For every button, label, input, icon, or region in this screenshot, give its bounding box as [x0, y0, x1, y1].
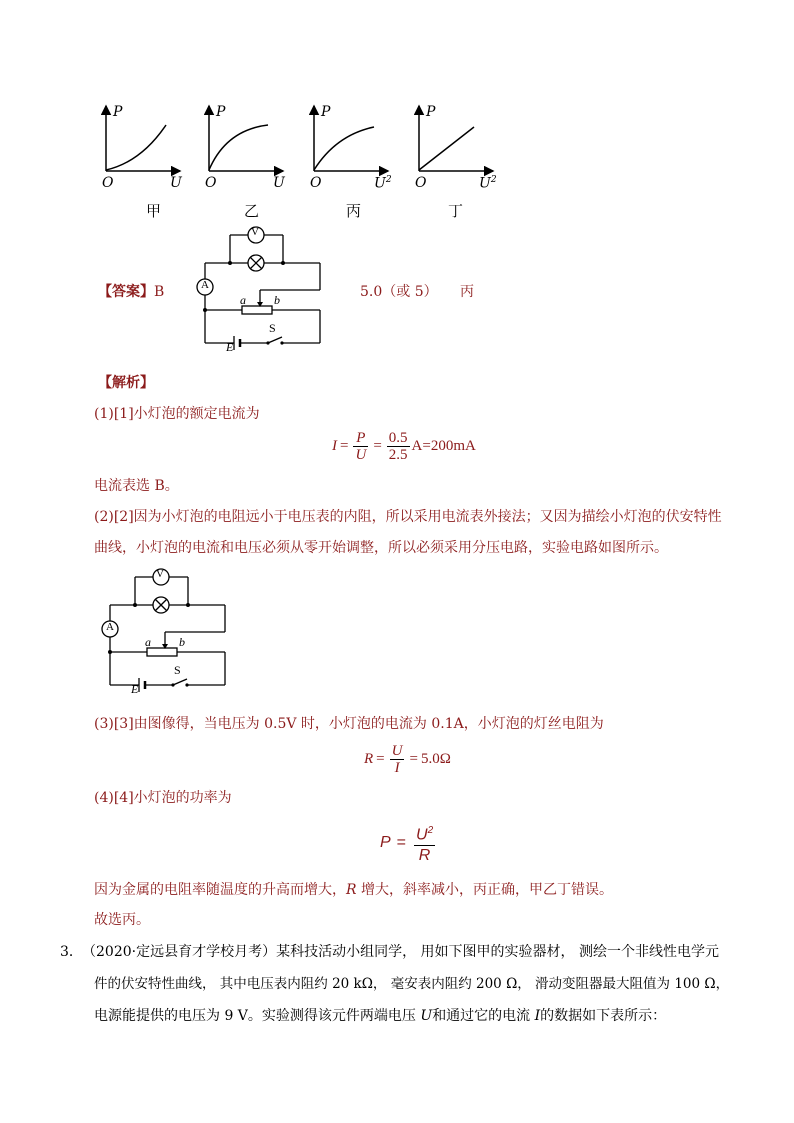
- origin-label: O: [415, 175, 427, 191]
- source-label: E: [131, 682, 139, 696]
- circuit-svg: [95, 564, 230, 694]
- ammeter-label: A: [106, 621, 114, 633]
- circuit-svg: [190, 222, 325, 352]
- graphs-row: [96, 100, 516, 220]
- curve-bing: [314, 127, 374, 170]
- answer-choice: B: [154, 284, 165, 300]
- analysis-p1b: 电流表选 B。: [94, 478, 179, 494]
- circuit-diagram-answer: [190, 222, 325, 352]
- graphs-svg: [96, 100, 516, 195]
- slider-b-label: b: [274, 293, 280, 307]
- source-label: E: [226, 340, 234, 354]
- graph-caption: 丁: [448, 202, 464, 220]
- x-axis-label: U: [273, 175, 285, 191]
- origin-label: O: [205, 175, 217, 191]
- analysis-label: 【解析】: [98, 375, 154, 391]
- analysis-p4: (4)[4]小灯泡的功率为: [94, 790, 232, 806]
- question3-line3: 电源能提供的电压为 9 V。实验测得该元件两端电压 U和通过它的电流 I的数据如下表所示：: [94, 1008, 667, 1024]
- voltmeter-label: V: [156, 568, 164, 580]
- y-axis-label: P: [321, 104, 331, 120]
- circuit-diagram-analysis: [95, 564, 230, 694]
- question3-number: 3．: [60, 944, 83, 960]
- answer-graph: 丙: [460, 284, 474, 300]
- x-axis-label: $U^2$: [374, 175, 392, 192]
- origin-label: O: [310, 175, 322, 191]
- curve-yi: [209, 125, 268, 170]
- slider-a-label: a: [240, 293, 246, 307]
- y-axis-label: P: [426, 104, 436, 120]
- curve-jia: [106, 125, 166, 170]
- analysis-p1: (1)[1]小灯泡的额定电流为: [94, 406, 260, 422]
- ammeter-label: A: [201, 279, 209, 291]
- switch-label: S: [174, 663, 181, 677]
- x-axis-label: $U^2$: [479, 175, 497, 192]
- question3-line1: （2020·定远县育才学校月考）某科技活动小组同学， 用如下图甲的实验器材， 测绘一个非线性电学元: [82, 944, 719, 960]
- equation-current: I = $\frac{P}{U}$ = $\frac{0.5}{2.5}$ A=200mA: [332, 429, 476, 463]
- equation-power: P = $\frac{U^2}{R}$: [380, 822, 437, 864]
- analysis-p3: (3)[3]由图像得，当电压为 0.5V 时，小灯泡的电流为 0.1A，小灯泡的灯丝电阻为: [94, 716, 604, 732]
- graph-caption: 乙: [244, 202, 260, 220]
- equation-resistance: R = $\frac{U}{I}$ = 5.0Ω: [364, 742, 451, 776]
- graph-caption: 丙: [346, 202, 362, 220]
- curve-ding: [419, 127, 474, 170]
- y-axis-label: P: [216, 104, 226, 120]
- slider-b-label: b: [179, 635, 185, 649]
- graph-caption: 甲: [146, 202, 162, 220]
- analysis-p2b: 曲线，小灯泡的电流和电压必须从零开始调整，所以必须采用分压电路，实验电路如图所示。: [94, 540, 668, 556]
- answer-line: [98, 282, 164, 302]
- question3-line2: 件的伏安特性曲线， 其中电压表内阻约 20 kΩ， 毫安表内阻约 200 Ω， 滑动变阻器最大阻值为 100 Ω，: [94, 976, 730, 992]
- analysis-p5: 因为金属的电阻率随温度的升高而增大，R 增大，斜率减小，丙正确，甲乙丁错误。: [94, 882, 613, 898]
- slider-a-label: a: [145, 635, 151, 649]
- answer-label: 【答案】: [98, 284, 154, 300]
- voltmeter-label: V: [251, 226, 259, 238]
- origin-label: O: [102, 175, 114, 191]
- y-axis-label: P: [113, 104, 123, 120]
- analysis-p2a: (2)[2]因为小灯泡的电阻远小于电压表的内阻，所以采用电流表外接法；又因为描绘小灯泡的伏安特性: [94, 509, 722, 525]
- switch-label: S: [269, 321, 276, 335]
- analysis-p6: 故选丙。: [94, 912, 150, 928]
- answer-resistance: 5.0（或 5）: [360, 284, 438, 300]
- x-axis-label: U: [170, 175, 182, 191]
